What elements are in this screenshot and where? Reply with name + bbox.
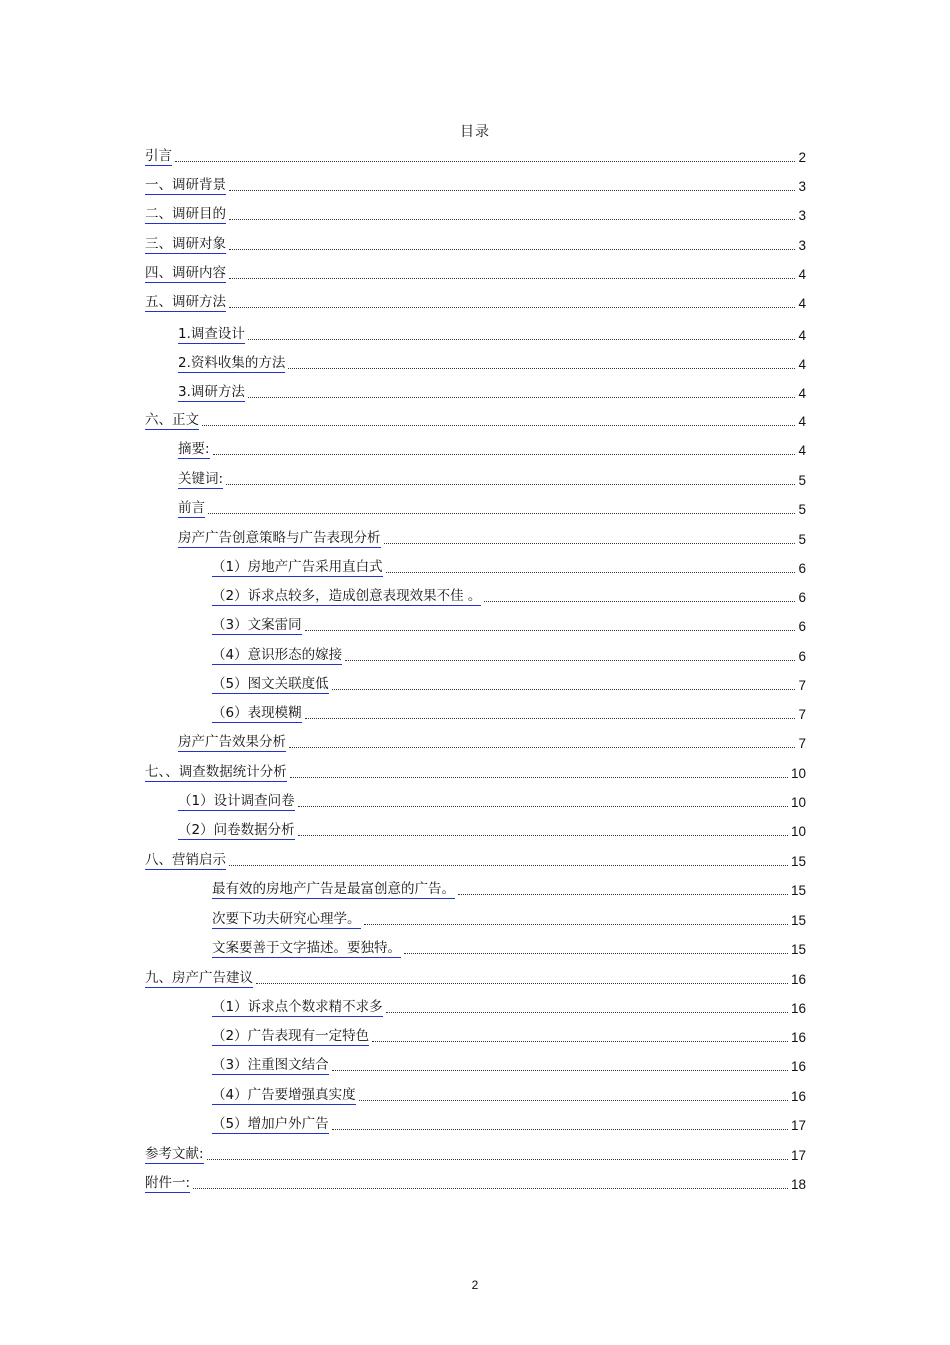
toc-entry-page: 15 xyxy=(790,913,806,928)
toc-entry-page: 16 xyxy=(790,1030,806,1045)
toc-entry-page: 3 xyxy=(798,179,806,194)
toc-entry[interactable] xyxy=(212,615,806,635)
toc-dot-leader xyxy=(372,1041,788,1042)
toc-entry[interactable] xyxy=(145,234,806,254)
toc-entry-page: 18 xyxy=(790,1177,806,1192)
toc-entry-page: 4 xyxy=(798,328,806,343)
toc-dot-leader xyxy=(193,1188,788,1189)
toc-entry-page: 5 xyxy=(798,502,806,517)
toc-entry-page: 17 xyxy=(790,1118,806,1133)
toc-entry-label[interactable]: 九、房产广告建议 xyxy=(145,970,253,986)
toc-entry-label[interactable]: （5）图文关联度低 xyxy=(212,676,329,692)
toc-entry-page: 4 xyxy=(798,386,806,401)
toc-entry-page: 17 xyxy=(790,1148,806,1163)
toc-entry-page: 16 xyxy=(790,1059,806,1074)
toc-title: 目录 xyxy=(460,124,490,140)
toc-dot-leader xyxy=(298,806,788,807)
toc-entry-page: 3 xyxy=(798,238,806,253)
toc-entry-label[interactable]: （1）设计调查问卷 xyxy=(178,793,295,809)
toc-entry[interactable] xyxy=(178,439,806,459)
toc-entry[interactable] xyxy=(145,1173,806,1193)
toc-dot-leader xyxy=(364,924,788,925)
page-number: 2 xyxy=(471,1278,479,1292)
toc-dot-leader xyxy=(458,894,788,895)
toc-entry-label[interactable]: 关键词: xyxy=(178,471,224,487)
toc-dot-leader xyxy=(359,1100,788,1101)
toc-entry-page: 16 xyxy=(790,1089,806,1104)
toc-entry[interactable] xyxy=(178,820,806,840)
toc-entry[interactable] xyxy=(145,410,806,430)
toc-entry-label[interactable]: （3）文案雷同 xyxy=(212,617,302,633)
toc-entry-label[interactable]: 二、调研目的 xyxy=(145,206,226,222)
toc-entry-label[interactable]: 房产广告效果分析 xyxy=(178,734,286,750)
toc-entry-label[interactable]: 附件一: xyxy=(145,1175,191,1191)
toc-entry-label[interactable]: （4）广告要增强真实度 xyxy=(212,1087,356,1103)
toc-entry-page: 10 xyxy=(790,795,806,810)
toc-entry[interactable] xyxy=(178,528,806,548)
toc-entry-page: 4 xyxy=(798,357,806,372)
toc-entry-page: 3 xyxy=(798,208,806,223)
toc-entry[interactable] xyxy=(212,703,806,723)
toc-entry-label[interactable]: 最有效的房地产广告是最富创意的广告。 xyxy=(212,881,455,897)
toc-dot-leader xyxy=(229,307,795,308)
toc-entry-page: 7 xyxy=(798,736,806,751)
toc-dot-leader xyxy=(175,161,795,162)
toc-entry[interactable] xyxy=(145,968,806,988)
toc-dot-leader xyxy=(332,689,796,690)
toc-dot-leader xyxy=(332,1129,788,1130)
toc-entry-label[interactable]: （3）注重图文结合 xyxy=(212,1057,329,1073)
toc-entry-page: 6 xyxy=(798,649,806,664)
toc-dot-leader xyxy=(229,249,795,250)
toc-entry[interactable] xyxy=(212,1114,806,1134)
toc-entry-label[interactable]: 八、营销启示 xyxy=(145,852,226,868)
toc-entry-label[interactable]: 六、正文 xyxy=(145,412,199,428)
toc-dot-leader xyxy=(248,339,796,340)
toc-dot-leader xyxy=(229,865,788,866)
toc-entry[interactable] xyxy=(178,353,806,373)
toc-entry-page: 16 xyxy=(790,1001,806,1016)
toc-entry-label[interactable]: （2）诉求点较多，造成创意表现效果不佳 。 xyxy=(212,588,482,604)
toc-entry-page: 10 xyxy=(790,824,806,839)
toc-dot-leader xyxy=(248,397,796,398)
toc-dot-leader xyxy=(229,190,795,191)
toc-entry-label[interactable]: （2）广告表现有一定特色 xyxy=(212,1028,370,1044)
toc-entry-label[interactable]: （2）问卷数据分析 xyxy=(178,822,295,838)
toc-entry[interactable] xyxy=(145,1144,806,1164)
toc-dot-leader xyxy=(386,572,796,573)
toc-entry-label[interactable]: （1）诉求点个数求精不求多 xyxy=(212,999,383,1015)
toc-entry-page: 2 xyxy=(798,150,806,165)
toc-entry[interactable] xyxy=(212,645,806,665)
toc-entry-page: 4 xyxy=(798,414,806,429)
toc-entry[interactable] xyxy=(178,324,806,344)
toc-entry-label[interactable]: （1）房地产广告采用直白式 xyxy=(212,559,383,575)
toc-dot-leader xyxy=(289,747,795,748)
toc-entry-label[interactable]: 1.调查设计 xyxy=(178,326,245,342)
toc-dot-leader xyxy=(345,660,795,661)
toc-dot-leader xyxy=(229,278,795,279)
toc-entry-page: 4 xyxy=(798,443,806,458)
toc-entry[interactable] xyxy=(212,997,806,1017)
toc-dot-leader xyxy=(305,630,796,631)
toc-dot-leader xyxy=(290,777,788,778)
toc-dot-leader xyxy=(384,543,796,544)
toc-entry-page: 6 xyxy=(798,561,806,576)
toc-entry-label[interactable]: （6）表现模糊 xyxy=(212,705,302,721)
toc-entry-label[interactable]: （5）增加户外广告 xyxy=(212,1116,329,1132)
toc-entry-label[interactable]: 2.资料收集的方法 xyxy=(178,355,286,371)
toc-entry[interactable] xyxy=(145,292,806,312)
toc-entry-label[interactable]: 三、调研对象 xyxy=(145,236,226,252)
toc-dot-leader xyxy=(332,1070,788,1071)
toc-entry-page: 15 xyxy=(790,942,806,957)
toc-entry[interactable] xyxy=(178,498,806,518)
toc-entry-label[interactable]: 引言 xyxy=(145,148,172,164)
toc-entry-label[interactable]: 五、调研方法 xyxy=(145,294,226,310)
toc-dot-leader xyxy=(305,718,796,719)
toc-entry-label[interactable]: （4）意识形态的嫁接 xyxy=(212,647,343,663)
toc-entry[interactable] xyxy=(212,938,806,958)
toc-entry-page: 6 xyxy=(798,619,806,634)
toc-entry-label[interactable]: 前言 xyxy=(178,500,205,516)
toc-dot-leader xyxy=(207,1159,788,1160)
toc-entry[interactable] xyxy=(212,557,806,577)
toc-entry-page: 7 xyxy=(798,707,806,722)
toc-entry[interactable] xyxy=(212,1026,806,1046)
toc-dot-leader xyxy=(213,454,796,455)
toc-entry[interactable] xyxy=(212,1085,806,1105)
toc-dot-leader xyxy=(226,484,795,485)
toc-entry-page: 5 xyxy=(798,473,806,488)
toc-entry[interactable] xyxy=(145,175,806,195)
toc-entry-label[interactable]: 一、调研背景 xyxy=(145,177,226,193)
toc-entry[interactable] xyxy=(212,879,806,899)
toc-entry-page: 15 xyxy=(790,883,806,898)
toc-entry[interactable] xyxy=(212,586,806,606)
toc-dot-leader xyxy=(202,425,795,426)
toc-dot-leader xyxy=(208,513,795,514)
toc-entry[interactable] xyxy=(212,1055,806,1075)
toc-entry-page: 16 xyxy=(790,972,806,987)
toc-entry-label[interactable]: 摘要: xyxy=(178,441,210,457)
toc-entry-label[interactable]: 房产广告创意策略与广告表现分析 xyxy=(178,530,381,546)
toc-entry-page: 5 xyxy=(798,532,806,547)
toc-entry[interactable] xyxy=(145,263,806,283)
toc-dot-leader xyxy=(229,219,795,220)
toc-entry[interactable] xyxy=(212,909,806,929)
toc-entry-label[interactable]: 参考文献: xyxy=(145,1146,204,1162)
toc-dot-leader xyxy=(256,983,788,984)
toc-entry-page: 4 xyxy=(798,296,806,311)
toc-entry[interactable] xyxy=(145,762,806,782)
toc-entry-label[interactable]: 3.调研方法 xyxy=(178,384,245,400)
toc-entry[interactable] xyxy=(178,469,806,489)
toc-entry-page: 4 xyxy=(798,267,806,282)
toc-dot-leader xyxy=(484,601,795,602)
toc-entry[interactable] xyxy=(212,674,806,694)
toc-entry[interactable] xyxy=(178,732,806,752)
toc-entry[interactable] xyxy=(145,146,806,166)
toc-entry-page: 6 xyxy=(798,590,806,605)
toc-entry-label[interactable]: 次要下功夫研究心理学。 xyxy=(212,911,361,927)
toc-entry-page: 7 xyxy=(798,678,806,693)
toc-entry-page: 15 xyxy=(790,854,806,869)
toc-entry-label[interactable]: 四、调研内容 xyxy=(145,265,226,281)
toc-entry-label[interactable]: 文案要善于文字描述。要独特。 xyxy=(212,940,401,956)
toc-entry[interactable] xyxy=(145,204,806,224)
toc-entry[interactable] xyxy=(178,791,806,811)
toc-dot-leader xyxy=(288,368,795,369)
toc-entry-label[interactable]: 七、、调查数据统计分析 xyxy=(145,764,287,780)
toc-entry-page: 10 xyxy=(790,766,806,781)
toc-entry[interactable] xyxy=(178,382,806,402)
toc-dot-leader xyxy=(404,953,788,954)
toc-dot-leader xyxy=(386,1012,788,1013)
toc-dot-leader xyxy=(298,835,788,836)
toc-entry[interactable] xyxy=(145,850,806,870)
